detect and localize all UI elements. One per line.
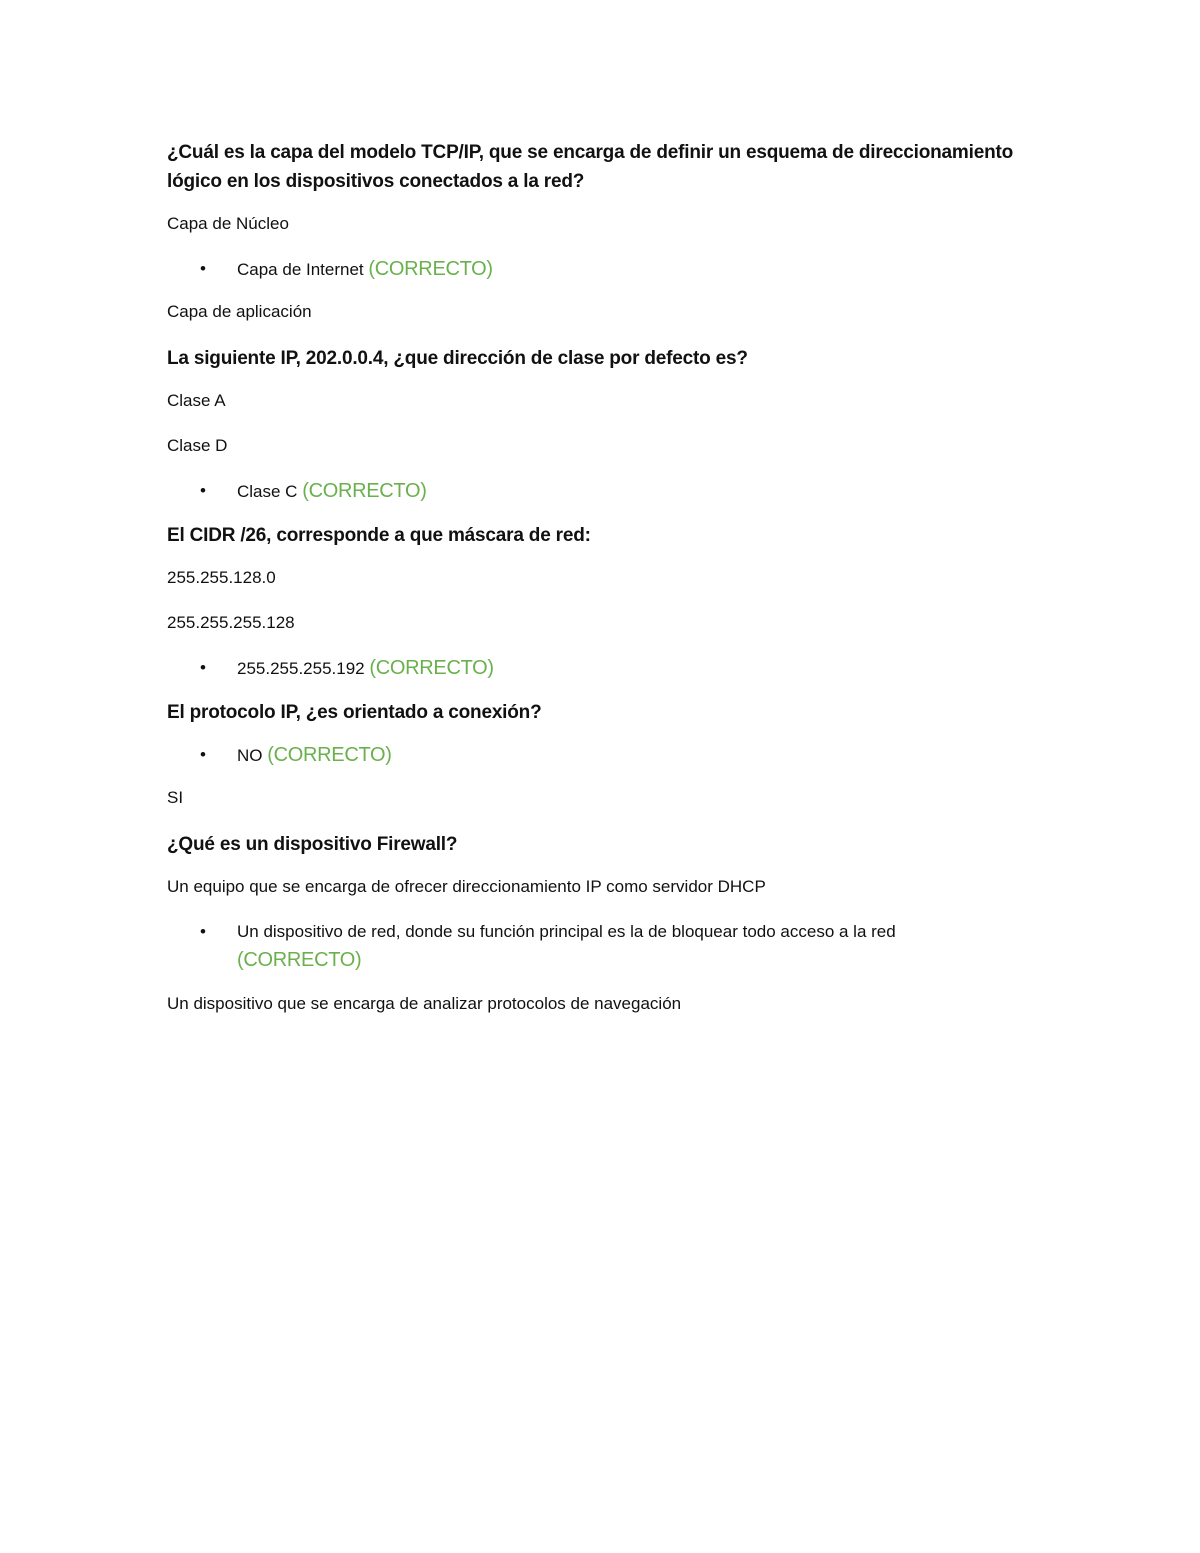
q2-option-3-correct: [167, 478, 1047, 505]
q1-option-1: [167, 211, 1047, 237]
question-2-text: La siguiente IP, 202.0.0.4, ¿que dirección de clase por defecto es?: [167, 348, 748, 369]
q1-option-2-correct: [167, 256, 1047, 283]
option-label: 255.255.255.192: [237, 659, 365, 678]
q5-option-2-correct: [167, 919, 1047, 975]
correct-marker: (CORRECTO): [369, 657, 494, 679]
question-5-text: ¿Qué es un dispositivo Firewall?: [167, 834, 458, 855]
question-3-text: El CIDR /26, corresponde a que máscara de red:: [167, 525, 591, 546]
option-label: Un equipo que se encarga de ofrecer direccionamiento IP como servidor DHCP: [167, 877, 766, 896]
q2-option-2: [167, 433, 1047, 459]
bullet-icon: •: [200, 658, 206, 677]
q3-option-3-correct: [167, 655, 1047, 682]
option-label: Capa de Internet: [237, 260, 364, 279]
option-label: Clase C: [237, 482, 298, 501]
option-label: Capa de aplicación: [167, 302, 312, 321]
bullet-icon: •: [200, 922, 206, 941]
option-label: Un dispositivo que se encarga de analizar protocolos de navegación: [167, 994, 682, 1013]
option-label: Clase D: [167, 436, 228, 455]
option-label: 255.255.255.128: [167, 613, 295, 632]
question-1-text: ¿Cuál es la capa del modelo TCP/IP, que se encarga de definir un esquema de direccionamiento lógico en los dispositivos conectados a la red?: [167, 142, 1014, 192]
question-4-text: El protocolo IP, ¿es orientado a conexión?: [167, 702, 542, 723]
option-label: NO: [237, 746, 263, 765]
q3-option-2: [167, 610, 1047, 636]
correct-marker: (CORRECTO): [267, 744, 392, 766]
bullet-icon: •: [200, 259, 206, 278]
correct-marker: (CORRECTO): [368, 258, 493, 280]
correct-marker: (CORRECTO): [302, 480, 427, 502]
document-page: [167, 138, 1047, 1036]
q2-option-1: [167, 388, 1047, 414]
bullet-icon: •: [200, 481, 206, 500]
q1-option-3: [167, 299, 1047, 325]
option-label: 255.255.128.0: [167, 568, 276, 587]
correct-marker: (CORRECTO): [237, 949, 362, 971]
q4-option-2: [167, 785, 1047, 811]
q5-option-1: [167, 874, 1047, 900]
bullet-icon: •: [200, 745, 206, 764]
option-label: Clase A: [167, 391, 226, 410]
q4-option-1-correct: [167, 742, 1047, 769]
option-label: Un dispositivo de red, donde su función principal es la de bloquear todo acceso a la red: [237, 922, 896, 941]
option-label: SI: [167, 788, 184, 807]
q5-option-3: [167, 991, 1047, 1017]
option-label: Capa de Núcleo: [167, 214, 289, 233]
q3-option-1: [167, 565, 1047, 591]
